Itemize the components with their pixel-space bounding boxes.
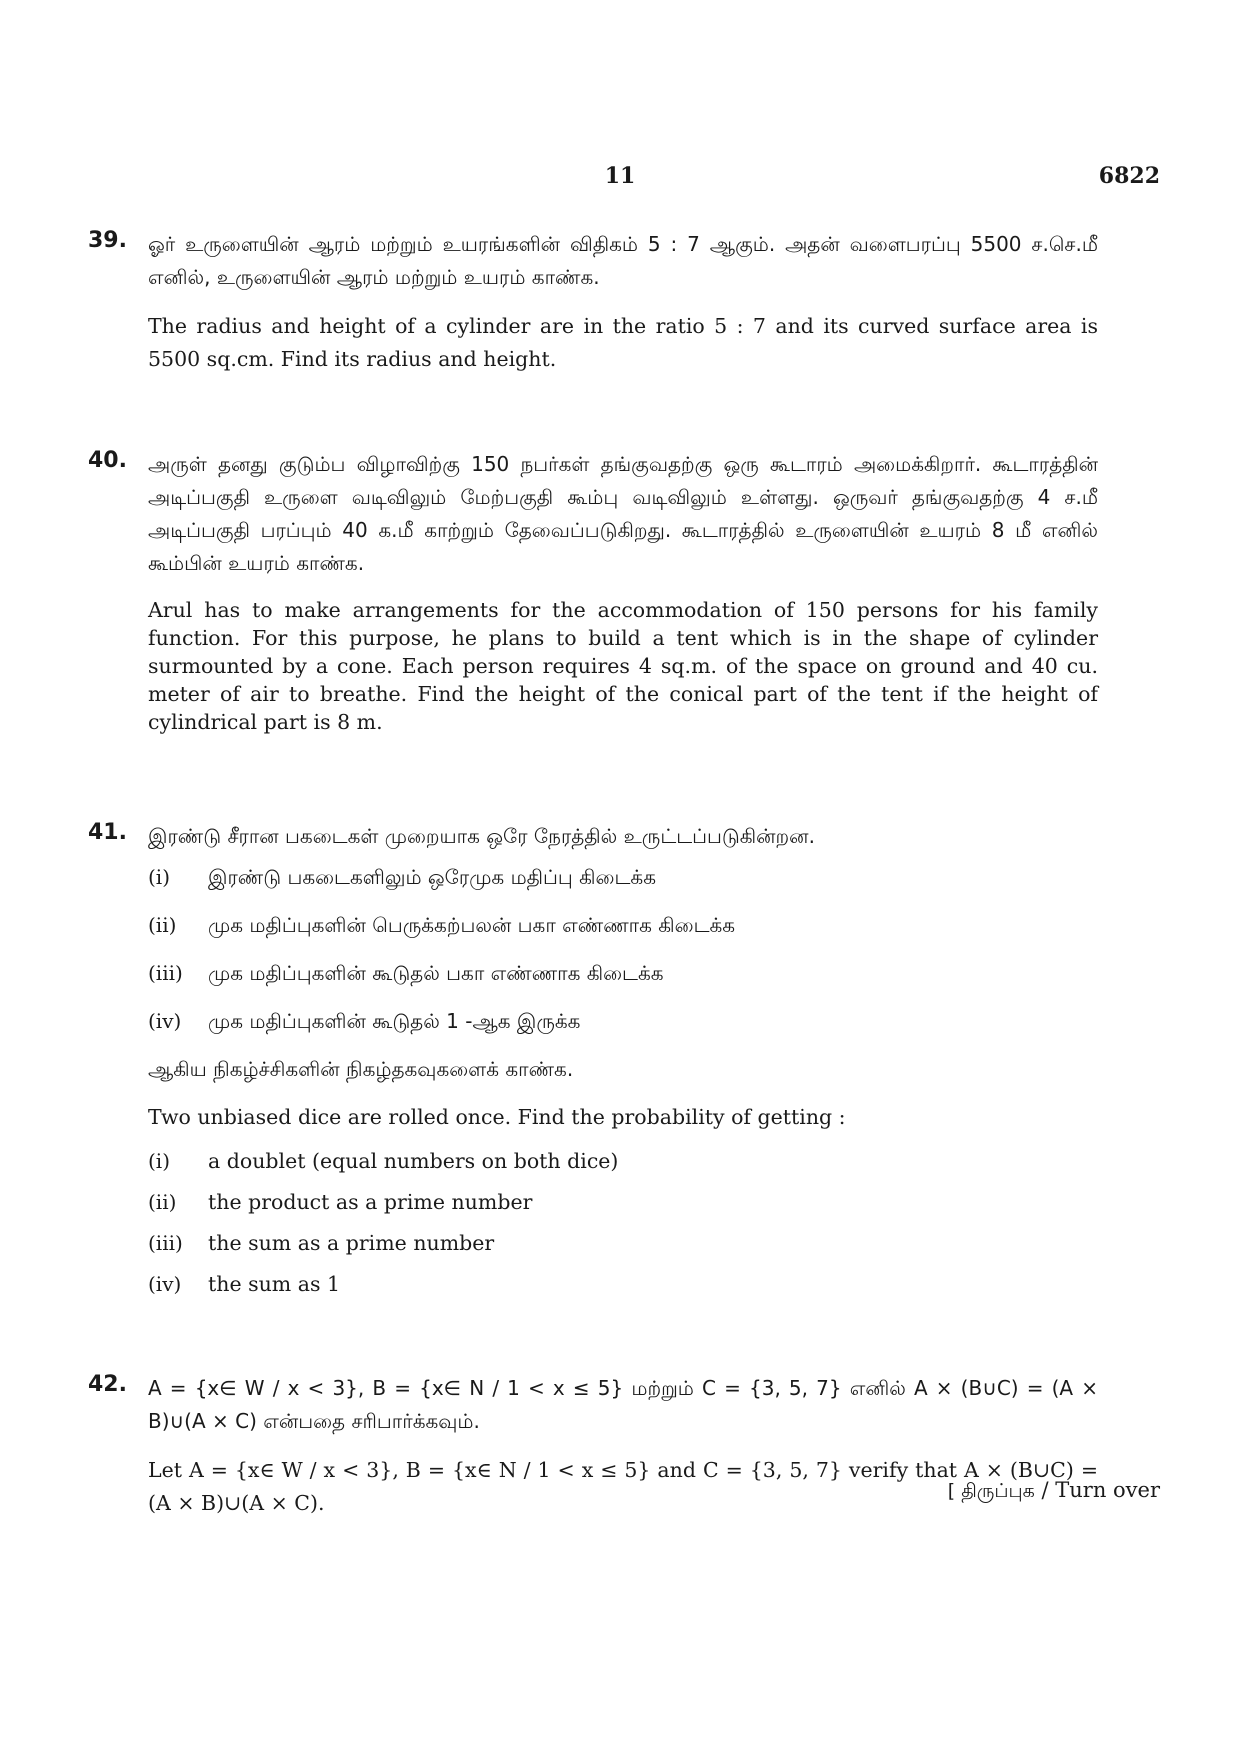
question-tamil-text: அருள் தனது குடும்ப விழாவிற்கு 150 நபர்கள் தங்குவதற்கு ஒரு கூடாரம் அமைக்கிறார். கூடாரத்தின் அடிப்பகுதி உருளை வடிவிலும் மேற்பகுதி கூம்பு வடிவிலும் உள்ளது. ஒருவர் தங்குவதற்கு 4 ச.மீ அடிப்பகுதி பரப்பும் 40 க.மீ காற்றும் தேவைப்படுகிறது. கூடாரத்தில் உருளையின் உயரம் 8 மீ எனில் கூம்பின் உயரம் காண்க.	[148, 452, 1098, 575]
english-subitem	[148, 1182, 1098, 1223]
tamil-subitem	[148, 997, 1098, 1045]
subitem-label: (iv)	[148, 1272, 182, 1296]
subitem-text: a doublet (equal numbers on both dice)	[208, 1149, 619, 1173]
turn-over-tamil: [ திருப்புக	[947, 1480, 1035, 1502]
tamil-subitem	[148, 853, 1098, 901]
subitem-text: முக மதிப்புகளின் கூடுதல் 1 -ஆக இருக்க	[208, 1009, 581, 1033]
subitem-text: முக மதிப்புகளின் கூடுதல் பகா எண்ணாக கிடைக்க	[208, 961, 664, 985]
subitem-text: the product as a prime number	[208, 1190, 533, 1214]
tamil-closing-text: ஆகிய நிகழ்ச்சிகளின் நிகழ்தகவுகளைக் காண்க.	[148, 1057, 574, 1081]
question-number: 41.	[88, 820, 127, 845]
question-41	[88, 820, 1098, 1305]
question-english-text: Let A = {x∈ W / x < 3}, B = {x∈ N / 1 < x ≤ 5} and C = {3, 5, 7} verify that A × (B∪C) = (A × B)∪(A × C).	[148, 1458, 1098, 1515]
question-tamil-text: A = {x∈ W / x < 3}, B = {x∈ N / 1 < x ≤ 5} மற்றும் C = {3, 5, 7} எனில் A × (B∪C) = (A × B)∪(A × C) என்பதை சரிபார்க்கவும்.	[148, 1376, 1098, 1433]
paper-code: 6822	[1098, 163, 1160, 189]
question-tamil-text: ஓர் உருளையின் ஆரம் மற்றும் உயரங்களின் விதிகம் 5 : 7 ஆகும். அதன் வளைபரப்பு 5500 ச.செ.மீ எனில், உருளையின் ஆரம் மற்றும் உயரம் காண்க.	[148, 232, 1098, 289]
subitem-text: the sum as 1	[208, 1272, 341, 1296]
page-number: 11	[604, 163, 636, 189]
subitem-label: (ii)	[148, 913, 177, 937]
question-english-text: Two unbiased dice are rolled once. Find the probability of getting :	[148, 1105, 846, 1129]
subitem-label: (ii)	[148, 1190, 177, 1214]
tamil-subitem	[148, 901, 1098, 949]
tamil-subitem	[148, 949, 1098, 997]
english-subitem	[148, 1141, 1098, 1182]
question-40	[88, 448, 1098, 736]
english-subitem	[148, 1223, 1098, 1264]
question-number: 42.	[88, 1372, 127, 1397]
question-english-text: Arul has to make arrangements for the accommodation of 150 persons for his family function. For this purpose, he plans to build a tent which is in the shape of cylinder surmounted by a cone. Each person requires 4 sq.m. of the space on ground and 40 cu. meter of air to breathe. Find the height of the conical part of the tent if the height of cylindrical part is 8 m.	[148, 598, 1098, 734]
question-39	[88, 228, 1098, 376]
turn-over-note	[948, 1478, 1160, 1505]
subitem-label: (iii)	[148, 961, 183, 985]
question-english-text: The radius and height of a cylinder are in the ratio 5 : 7 and its curved surface area is 5500 sq.cm. Find its radius and height.	[148, 314, 1098, 371]
turn-over-separator: /	[1034, 1478, 1056, 1502]
subitem-label: (i)	[148, 865, 171, 889]
subitem-text: இரண்டு பகடைகளிலும் ஒரேமுக மதிப்பு கிடைக்க	[208, 865, 656, 889]
turn-over-english: Turn over	[1055, 1478, 1160, 1502]
question-42	[88, 1372, 1098, 1520]
english-subitem	[148, 1264, 1098, 1305]
subitem-label: (iv)	[148, 1009, 182, 1033]
question-tamil-text: இரண்டு சீரான பகடைகள் முறையாக ஒரே நேரத்தில் உருட்டப்படுகின்றன.	[148, 824, 815, 848]
question-number: 40.	[88, 448, 127, 473]
subitem-text: முக மதிப்புகளின் பெருக்கற்பலன் பகா எண்ணாக கிடைக்க	[208, 913, 736, 937]
subitem-label: (iii)	[148, 1231, 183, 1255]
question-number: 39.	[88, 228, 127, 253]
subitem-text: the sum as a prime number	[208, 1231, 495, 1255]
subitem-label: (i)	[148, 1149, 171, 1173]
